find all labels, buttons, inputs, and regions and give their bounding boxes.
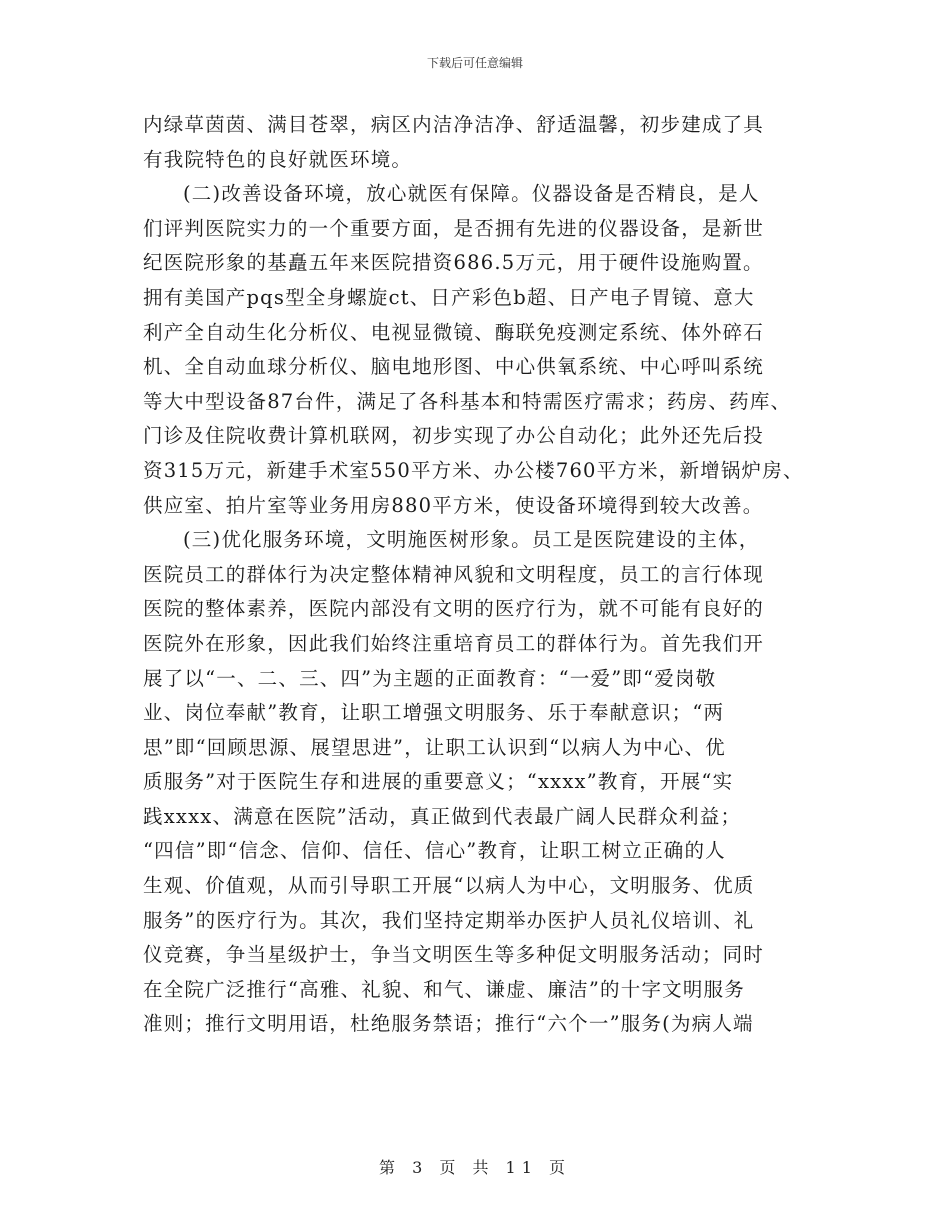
text-line: 质服务”对于医院生存和进展的重要意义；“xxxx”教育，开展“实 bbox=[143, 770, 734, 794]
text-line: 资315万元，新建手术室550平方米、办公楼760平方米，新增锅炉房、 bbox=[143, 458, 804, 482]
text-line: 们评判医院实力的一个重要方面，是否拥有先进的仪器设备，是新世 bbox=[143, 216, 765, 240]
text-line: 内绿草茵茵、满目苍翠，病区内洁净洁净、舒适温馨，初步建成了具 bbox=[143, 113, 765, 136]
text-line: 仪竞赛，争当星级护士，争当文明医生等多种促文明服务活动；同时 bbox=[143, 943, 765, 967]
section-heading-line: (二)改善设备环境，放心就医有保障。仪器设备是否精良，是人 bbox=[183, 182, 760, 206]
page-header: 下载后可任意编辑 bbox=[426, 56, 523, 70]
text-line: 业、岗位奉献”教育，让职工增强文明服务、乐于奉献意识；“两 bbox=[143, 701, 725, 725]
text-line: 践xxxx、满意在医院”活动，真正做到代表最广阔人民群众利益； bbox=[143, 804, 742, 828]
text-line: “四信”即“信念、信仰、信任、信心”教育，让职工树立正确的人 bbox=[143, 839, 726, 863]
text-line: 在全院广泛推行“高雅、礼貌、和气、谦虚、廉洁”的十字文明服务 bbox=[143, 977, 745, 1001]
page-number-footer: 第 3 页 共 11 页 bbox=[379, 1158, 571, 1177]
text-line: 拥有美国产pqs型全身螺旋ct、日产彩色b超、日产电子胃镜、意大 bbox=[143, 285, 755, 309]
text-line: 有我院特色的良好就医环境。 bbox=[143, 147, 413, 171]
document-body bbox=[143, 108, 813, 1042]
text-line: 医院外在形象，因此我们始终注重培育员工的群体行为。首先我们开 bbox=[143, 631, 765, 655]
text-line: 机、全自动血球分析仪、脑电地形图、中心供氧系统、中心呼叫系统 bbox=[143, 355, 765, 379]
text-line: 利产全自动生化分析仪、电视显微镜、酶联免疫测定系统、体外碎石 bbox=[143, 320, 765, 344]
text-line: 等大中型设备87台件，满足了各科基本和特需医疗需求；药房、药库、 bbox=[143, 389, 792, 413]
text-line: 门诊及住院收费计算机联网，初步实现了办公自动化；此外还先后投 bbox=[143, 424, 765, 448]
text-line: 纪医院形象的基矗五年来医院措资686.5万元，用于硬件设施购置。 bbox=[143, 251, 764, 275]
text-line: 思”即“回顾思源、展望思进”，让职工认识到“以病人为中心、优 bbox=[143, 735, 726, 759]
text-line: 医院的整体素养，医院内部没有文明的医疗行为，就不可能有良好的 bbox=[143, 597, 765, 621]
text-line: 展了以“一、二、三、四”为主题的正面教育：“一爱”即“爱岗敬 bbox=[143, 666, 717, 690]
text-line: 供应室、拍片室等业务用房880平方米，使设备环境得到较大改善。 bbox=[143, 493, 764, 517]
text-line: 生观、价值观，从而引导职工开展“以病人为中心，文明服务、优质 bbox=[143, 874, 755, 898]
text-line: 服务”的医疗行为。其次，我们坚持定期举办医护人员礼仪培训、礼 bbox=[143, 908, 755, 932]
text-line: 医院员工的群体行为决定整体精神风貌和文明程度，员工的言行体现 bbox=[143, 562, 765, 586]
section-heading-line: (三)优化服务环境，文明施医树形象。员工是医院建设的主体， bbox=[183, 528, 760, 552]
text-line: 准则；推行文明用语，杜绝服务禁语；推行“六个一”服务(为病人端 bbox=[143, 1012, 754, 1036]
